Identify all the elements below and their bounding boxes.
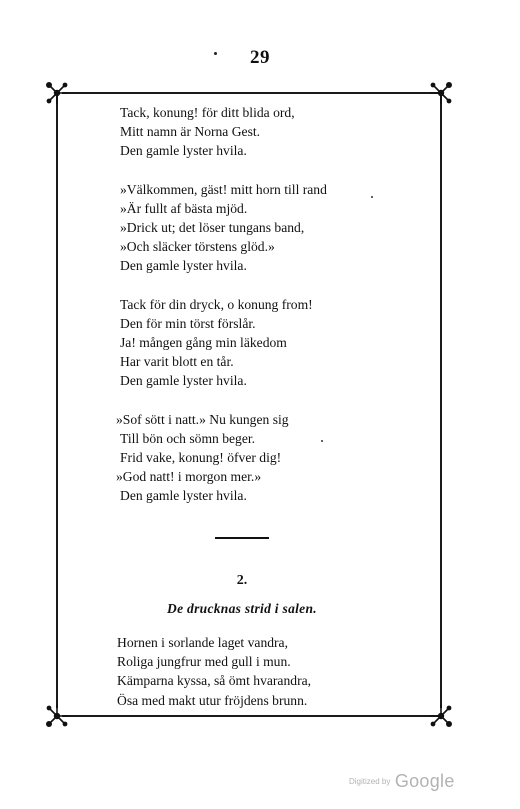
poem-line: Hornen i sorlande laget vandra, bbox=[117, 635, 288, 650]
poem-line: »Och släcker törstens glöd.» bbox=[120, 239, 275, 255]
section-title: De drucknas strid i salen. bbox=[167, 601, 317, 616]
watermark-brand: Google bbox=[394, 771, 455, 791]
poem-line: Har varit blott en tår. bbox=[120, 354, 234, 370]
ink-speck bbox=[321, 440, 323, 442]
frame-top-rule bbox=[62, 92, 440, 94]
poem-line: Den gamle lyster hvila. bbox=[120, 143, 247, 159]
stanza bbox=[116, 410, 440, 506]
section-poem-text bbox=[117, 633, 437, 710]
poem-line: Frid vake, konung! öfver dig! bbox=[120, 450, 282, 466]
poem-line: Tack för din dryck, o konung from! bbox=[120, 296, 313, 312]
poem-line: Till bön och sömn beger. bbox=[120, 430, 256, 446]
poem-line: »God natt! i morgon mer.» bbox=[116, 469, 262, 485]
ink-dot bbox=[214, 52, 217, 55]
poem-line: Den gamle lyster hvila. bbox=[120, 488, 247, 504]
poem-line: »Välkommen, gäst! mitt horn till rand bbox=[120, 181, 327, 197]
frame-bottom-rule bbox=[62, 715, 440, 717]
poem-text bbox=[116, 103, 440, 506]
corner-ornament-icon bbox=[44, 80, 70, 106]
poem-line: Roliga jungfrur med gull i mun. bbox=[117, 654, 291, 670]
section-separator bbox=[215, 537, 269, 539]
watermark-prefix: Digitized by bbox=[349, 777, 391, 786]
ink-speck bbox=[371, 196, 373, 198]
poem-line: Kämparna kyssa, så ömt hvarandra, bbox=[117, 673, 312, 689]
poem-line: Ja! mången gång min läkedom bbox=[120, 335, 287, 351]
stanza bbox=[120, 295, 440, 391]
poem-line: Tack, konung! för ditt blida ord, bbox=[120, 105, 295, 120]
page-number: 29 bbox=[250, 47, 270, 68]
digitized-watermark bbox=[349, 771, 455, 792]
section-number: 2. bbox=[236, 573, 248, 588]
poem-line: Den gamle lyster hvila. bbox=[120, 258, 247, 274]
poem-line: Den för min törst förslår. bbox=[120, 315, 256, 331]
stanza bbox=[120, 180, 440, 276]
poem-line: Den gamle lyster hvila. bbox=[120, 373, 247, 389]
poem-line: Mitt namn är Norna Gest. bbox=[120, 124, 261, 140]
poem-line: »Drick ut; det löser tungans band, bbox=[120, 220, 305, 236]
poem-line: »Sof sött i natt.» Nu kungen sig bbox=[116, 411, 289, 427]
corner-ornament-icon bbox=[44, 703, 70, 729]
stanza bbox=[120, 103, 440, 161]
poem-line: »Är fullt af bästa mjöd. bbox=[120, 200, 248, 216]
poem-line: Ösa med makt utur fröjdens brunn. bbox=[117, 692, 308, 708]
